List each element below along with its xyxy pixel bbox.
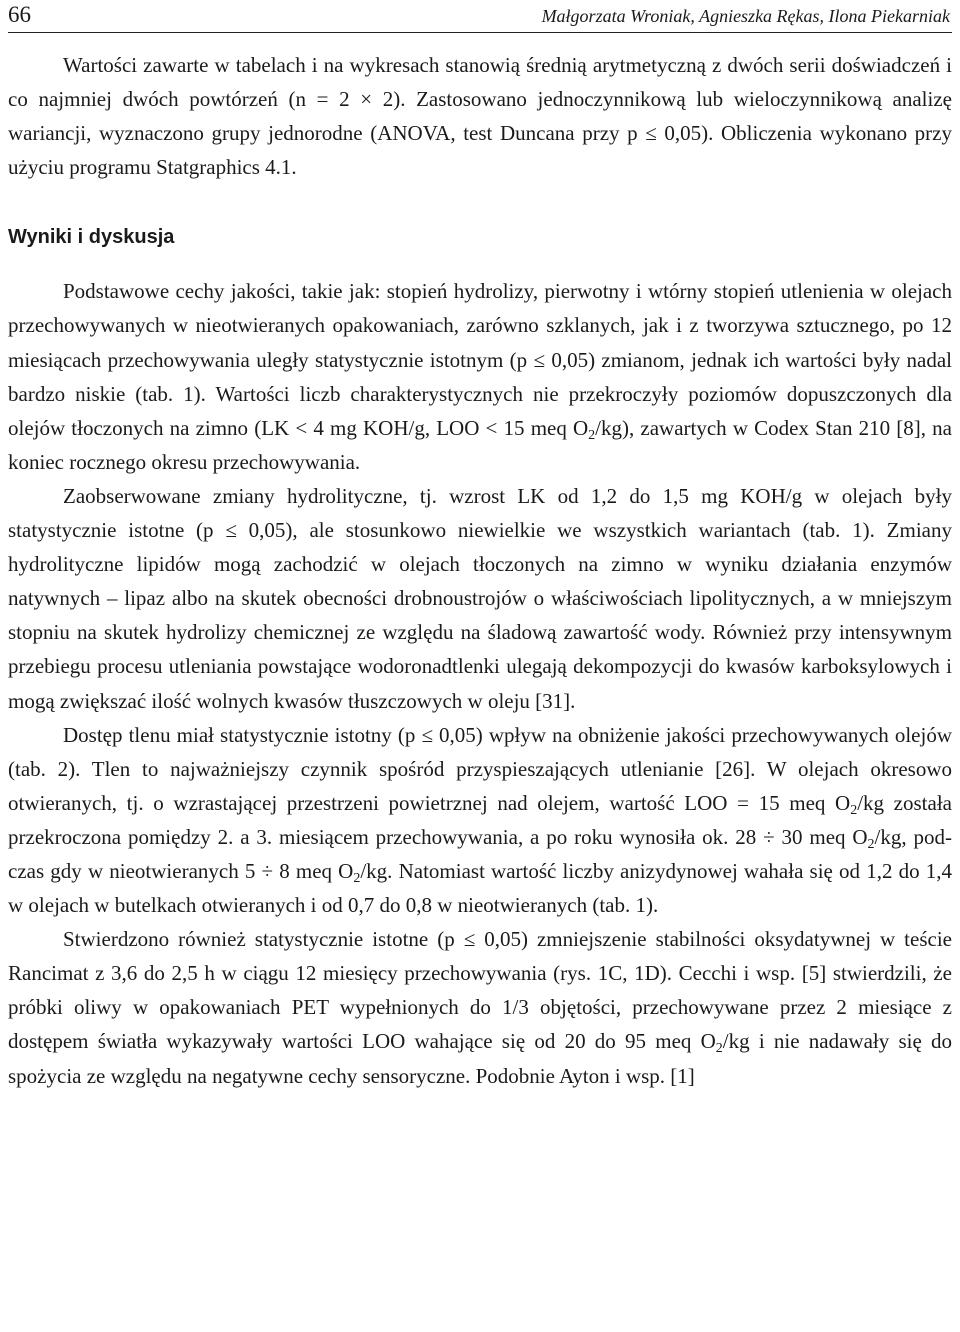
paragraph-results-3: Dostęp tlenu miał statystycznie istotny (p ≤ 0,05) wpływ na obniżenie jakości przechowywanych olejów (tab. 2). Tlen to najważniejszy czynnik spośród przyspieszających utlenianie [26]. W olejach okresowo otwieranych, tj. o wzrastającej przestrzeni powietrznej nad olejem, wartość LOO = 15 meq $O_2/kg$ została przekroczona pomiędzy 2. a 3. miesiącem przechowywania, a po roku wynosiła ok. 28 ÷ 30 meq $O_2/kg$, podczas gdy w nieotwieranych 5 ÷ 8 meq $O_2/kg$. Natomiast wartość liczby anizydynowej wahała się od 1,2 do 1,4 w olejach w butelkach otwieranych i od 0,7 do 0,8 w nieotwieranych (tab. 1).: [8, 722, 953, 918]
article-body: [8, 48, 952, 1093]
section-heading: Wyniki i dyskusja: [8, 226, 175, 249]
running-head-authors: Małgorzata Wroniak, Agnieszka Rękas, Ilona Piekarniak: [541, 6, 950, 26]
paragraph-results-4: Stwierdzono również statystycznie istotne (p ≤ 0,05) zmniejszenie stabilności oksydatywnej w teście Rancimat z 3,6 do 2,5 h w ciągu 12 miesięcy przechowywania (rys. 1C, 1D). Cecchi i wsp. [5] stwierdzili, że próbki oliwy w opakowaniach PET wypełnionych do 1/3 objętości, przechowywane przez 2 miesiące z dostępem światła wykazywały wartości LOO wahające się od 20 do 95 meq $O_2/kg$ i nie nadawały się do spożycia ze względu na negatywne cechy sensoryczne. Podobnie Ayton i wsp. [1]: [8, 927, 952, 1088]
page-number: 66: [8, 2, 31, 27]
paragraph-results-2: Zaobserwowane zmiany hydrolityczne, tj. wzrost LK od 1,2 do 1,5 mg KOH/g w olejach były statystycznie istotne (p ≤ 0,05), ale stosunkowo niewielkie we wszystkich wariantach (tab. 1). Zmiany hydrolityczne lipidów mogą zachodzić w olejach tłoczonych na zimno w wyniku działania enzymów natywnych – lipaz albo na skutek obecności drobnoustrojów o właściwościach lipolitycznych, a w mniejszym stopniu na skutek hydrolizy chemicznej ze względu na śladową zawartość wody. Również przy intensywnym przebiegu procesu utleniania powstające wodoronadtlenki ulegają dekompozycji do kwasów karboksylowych i mogą zwiększać ilość wolnych kwasów tłuszczowych w oleju [31].: [8, 483, 952, 713]
paragraph-results-1: Podstawowe cechy jakości, takie jak: stopień hydrolizy, pierwotny i wtórny stopień utlenienia w olejach przechowywanych w nieotwieranych opakowaniach, zarówno szklanych, jak i z tworzywa sztucznego, po 12 miesiącach przechowywania uległy statystycznie istotnym (p ≤ 0,05) zmianom, jednak ich wartości były nadal bardzo niskie (tab. 1). Wartości liczb charakterystycznych nie przekroczyły poziomów dopuszczonych dla olejów tłoczonych na zimno (LK < 4 mg KOH/g, LOO < 15 meq $O_2/kg$), zawartych w Codex Stan 210 [8], na koniec rocznego okresu przechowywania.: [8, 279, 952, 474]
page-header: [8, 0, 952, 33]
paragraph-methods: Wartości zawarte w tabelach i na wykresach stanowią średnią arytmetyczną z dwóch serii doświadczeń i co najmniej dwóch powtórzeń (n = 2 × 2). Zastosowano jednoczynnikową lub wieloczynnikową analizę wariancji, wyznaczono grupy jednorodne (ANOVA, test Duncana przy p ≤ 0,05). Obliczenia wykonano przy użyciu programu Statgraphics 4.1.: [8, 53, 952, 180]
